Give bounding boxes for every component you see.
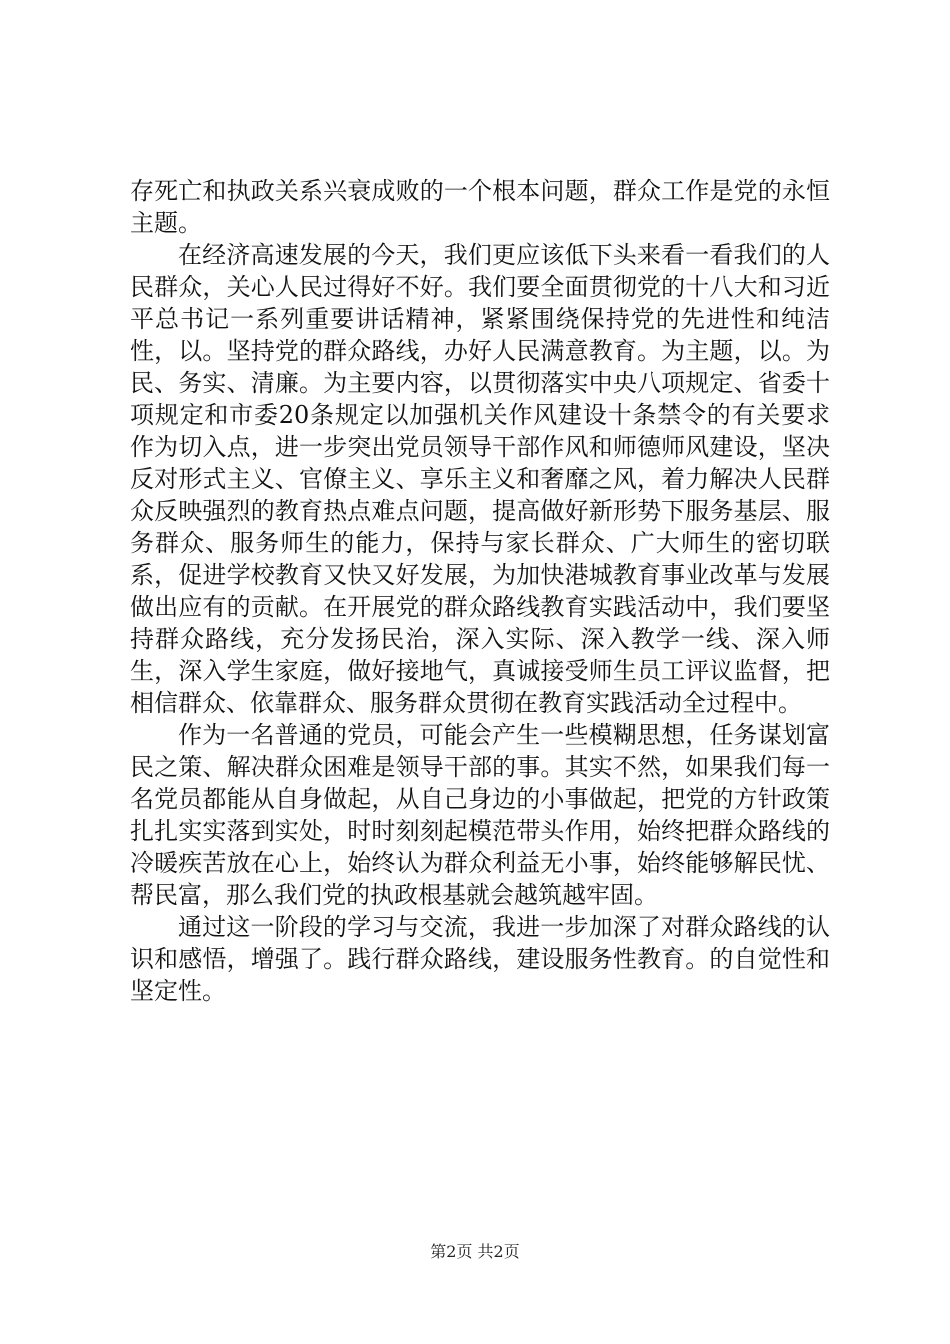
document-body	[130, 175, 830, 1007]
paragraph-3: 作为一名普通的党员，可能会产生一些模糊思想，任务谋划富民之策、解决群众困难是领导干部的事。其实不然，如果我们每一名党员都能从自身做起，从自己身边的小事做起，把党的方针政策扎扎实实落到实处，时时刻刻起模范带头作用，始终把群众路线的冷暖疾苦放在心上，始终认为群众利益无小事，始终能够解民忧、帮民富，那么我们党的执政根基就会越筑越牢固。	[130, 721, 830, 909]
paragraph-1: 存死亡和执政关系兴衰成败的一个根本问题，群众工作是党的永恒主题。	[130, 177, 830, 237]
page-number-footer: 第2页 共2页	[430, 1242, 520, 1261]
paragraph-2: 在经济高速发展的今天，我们更应该低下头来看一看我们的人民群众，关心人民过得好不好。我们要全面贯彻党的十八大和习近平总书记一系列重要讲话精神，紧紧围绕保持党的先进性和纯洁性，以。坚持党的群众路线，办好人民满意教育。为主题，以。为民、务实、清廉。为主要内容，以贯彻落实中央八项规定、省委十项规定和市委20条规定以加强机关作风建设十条禁令的有关要求作为切入点，进一步突出党员领导干部作风和师德师风建设，坚决反对形式主义、官僚主义、享乐主义和奢靡之风，着力解决人民群众反映强烈的教育热点难点问题，提高做好新形势下服务基层、服务群众、服务师生的能力，保持与家长群众、广大师生的密切联系，促进学校教育又快又好发展，为加快港城教育事业改革与发展做出应有的贡献。在开展党的群众路线教育实践活动中，我们要坚持群众路线，充分发扬民治，深入实际、深入教学一线、深入师生，深入学生家庭，做好接地气，真诚接受师生员工评议监督，把相信群众、依靠群众、服务群众贯彻在教育实践活动全过程中。	[130, 241, 830, 717]
paragraph-4: 通过这一阶段的学习与交流，我进一步加深了对群众路线的认识和感悟，增强了。践行群众路线，建设服务性教育。的自觉性和坚定性。	[130, 913, 830, 1005]
